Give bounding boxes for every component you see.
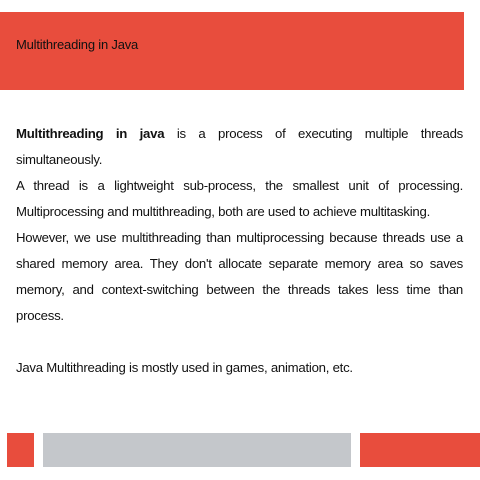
footer-right-accent xyxy=(360,433,480,467)
intro-paragraph xyxy=(16,121,463,173)
footer-left-accent xyxy=(7,433,34,467)
intro-term: Multithreading in java xyxy=(16,126,165,141)
paragraph-spacer xyxy=(16,329,463,355)
slide-body xyxy=(16,121,463,381)
header-banner xyxy=(0,12,464,90)
comparison-paragraph: However, we use multithreading than multiprocessing because threads use a shared memory area. They don't allocate separate memory area so saves memory, and context-switching between the threads takes less time than process. xyxy=(16,230,463,323)
intro-definition: is a process of executing multiple threads simultaneously. xyxy=(16,126,463,167)
slide-title: Multithreading in Java xyxy=(16,37,139,52)
usage-paragraph: Java Multithreading is mostly used in games, animation, etc. xyxy=(16,360,353,375)
footer-gray-bar xyxy=(43,433,351,467)
thread-paragraph: A thread is a lightweight sub-process, the smallest unit of processing. Multiprocessing and multithreading, both are used to achieve multitasking. xyxy=(16,178,463,219)
